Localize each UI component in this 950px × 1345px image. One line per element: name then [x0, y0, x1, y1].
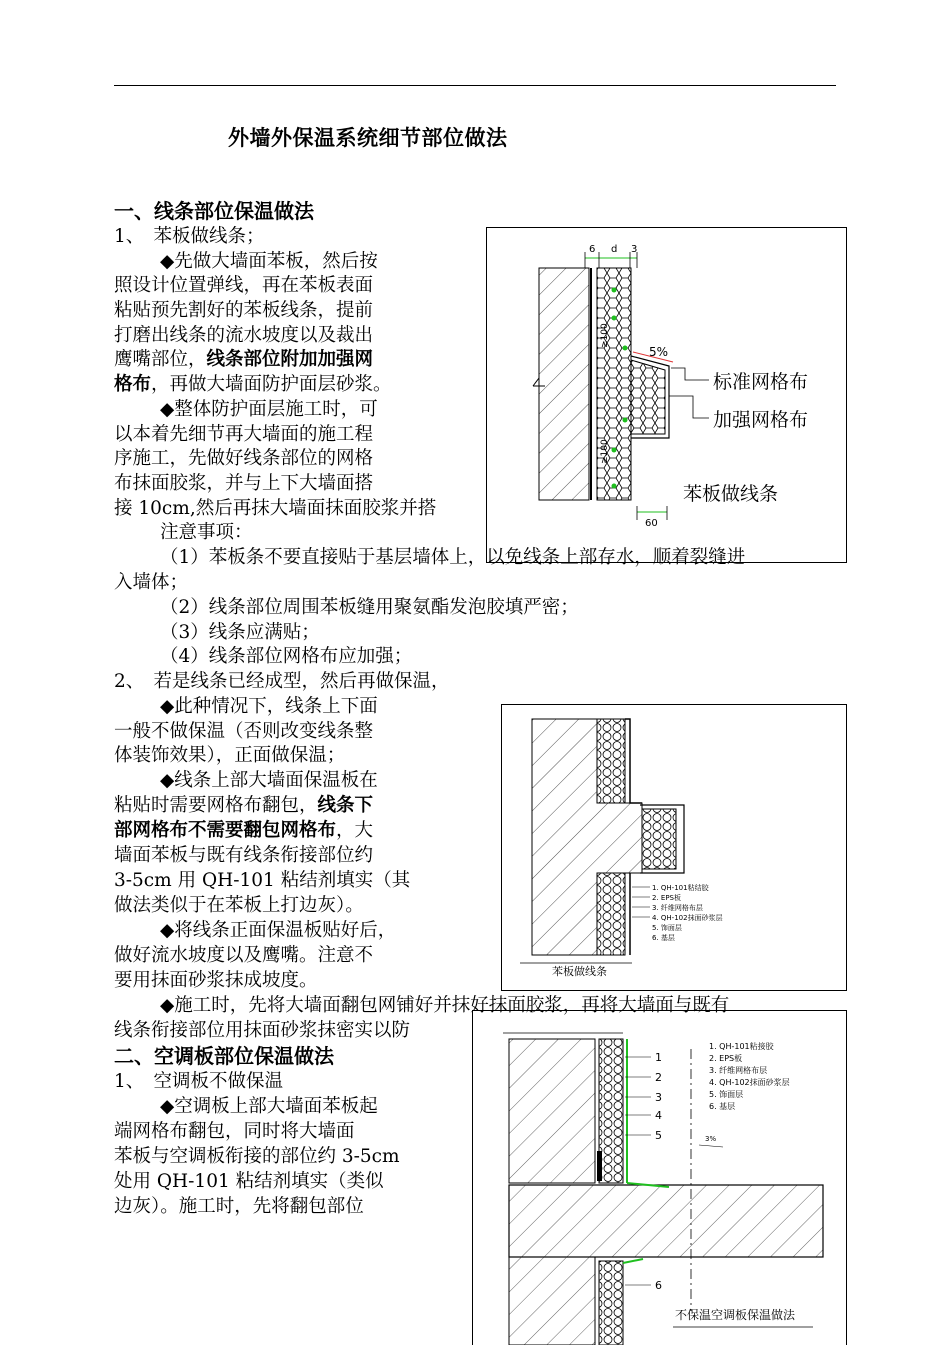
s1-p4-l6: 做法类似于在苯板上打边灰）。	[114, 895, 364, 916]
s1-p1-l6a: 格布	[114, 374, 152, 395]
s1-p5-l2: 做好流水坡度以及鹰嘴。注意不	[114, 945, 374, 966]
figure-ac-slab	[472, 1010, 847, 1345]
fig3-legend-1: 1. QH-101粘接胶	[709, 1042, 774, 1051]
s1-p4-l5: 3-5cm 用 QH-101 粘结剂填实（其	[114, 870, 411, 891]
callout-2: 2	[655, 1071, 662, 1084]
base-wall	[539, 268, 589, 500]
s1-p2-l3: 序施工，先做好线条部位的网格	[114, 448, 374, 469]
s1-p2-l2: 以本着先细节再大墙面的施工程	[114, 424, 374, 445]
wall-upper	[509, 1039, 595, 1183]
s1-p1-l5b: 线条部位附加加强网	[206, 349, 374, 370]
fig2-legend-5: 5. 饰面层	[652, 924, 682, 932]
fig3-legend-5: 5. 饰面层	[709, 1090, 744, 1099]
ac-slab	[509, 1185, 823, 1257]
s2-p1-l2: 端网格布翻包，同时将大墙面	[114, 1121, 355, 1142]
s1-p1-l3: 粘贴预先割好的苯板线条，提前	[114, 300, 374, 321]
caption-foam-moulding: 苯板做线条	[683, 483, 779, 505]
note3: （3）线条应满贴；	[160, 622, 320, 643]
section1-heading: 一、线条部位保温做法	[114, 199, 314, 223]
page-title: 外墙外保温系统细节部位做法	[228, 125, 508, 150]
callout-1: 1	[655, 1051, 662, 1064]
s1-p1-l2: 照设计位置弹线，再在苯板表面	[114, 275, 374, 296]
note2: （2）线条部位周围苯板缝用聚氨酯发泡胶填严密；	[160, 597, 579, 618]
s1-p1-l5a: 鹰嘴部位，	[114, 349, 207, 370]
s1-p1-l4: 打磨出线条的流水坡度以及裁出	[114, 325, 374, 346]
label-reinforce-mesh: 加强网格布	[713, 409, 809, 431]
s2-p1-l1: ◆空调板上部大墙面苯板起	[160, 1096, 378, 1117]
fig2-caption: 苯板做线条	[552, 965, 607, 978]
s1-p4-l1: ◆线条上部大墙面保温板在	[160, 770, 378, 791]
fig2-legend-1: 1. QH-101粘结胶	[652, 884, 709, 892]
callout-5: 5	[655, 1129, 662, 1142]
eps-lower	[597, 873, 625, 955]
figure-foam-moulding-drawing	[487, 228, 846, 562]
s1-p4-l3b: ，大	[336, 820, 374, 841]
s1-p1-l6	[114, 373, 392, 397]
s1-p1-l5	[114, 348, 373, 372]
header-rule	[114, 85, 836, 86]
fig3-legend-6: 6. 基层	[709, 1102, 736, 1111]
dim-6: 6	[589, 244, 596, 255]
callout-6: 6	[655, 1279, 662, 1292]
s1-p4-l2a: 粘贴时需要网格布翻包，	[114, 795, 318, 816]
figure-existing-moulding-drawing	[502, 705, 846, 990]
s2-p1-l3: 苯板与空调板衔接的部位约 3-5cm	[114, 1146, 400, 1167]
s2-p1-l4: 处用 QH-101 粘结剂填实（类似	[114, 1171, 384, 1192]
s1-p4-l3a: 部网格布不需要翻包网格布	[114, 820, 337, 841]
note4: （4）线条部位网格布应加强；	[160, 646, 413, 667]
foam-moulding	[631, 360, 665, 434]
wall-lower	[509, 1257, 595, 1345]
eps-front	[642, 809, 676, 869]
fig3-slope: 3%	[705, 1135, 717, 1143]
fig3-legend-2: 2. EPS板	[709, 1054, 743, 1063]
section1-item2: 2、 若是线条已经成型，然后再做保温，	[114, 671, 450, 692]
s1-p4-l2	[114, 794, 373, 818]
s1-p3-l1: ◆此种情况下，线条上下面	[160, 696, 378, 717]
dim-100-upper: ≥100	[600, 323, 610, 348]
s1-p3-l3: 体装饰效果），正面做保温；	[114, 745, 346, 766]
fig2-legend-6: 6. 基层	[652, 934, 675, 942]
eps-upper	[597, 719, 625, 803]
fig2-legend-3: 3. 纤维网格布层	[652, 904, 703, 912]
s1-p4-l4: 墙面苯板与既有线条衔接部位约	[114, 845, 374, 866]
notes-label: 注意事项：	[160, 522, 253, 543]
s1-p6-l1: ◆施工时，先将大墙面翻包网铺好并抹好抹面胶浆，再将大墙面与既有	[160, 995, 730, 1016]
s1-p5-l1: ◆将线条正面保温板贴好后，	[160, 920, 397, 941]
dim-100-lower: ≥100	[600, 439, 610, 464]
fig3-legend-3: 3. 纤维网格布层	[709, 1066, 768, 1075]
s1-p3-l2: 一般不做保温（否则改变线条整	[114, 721, 374, 742]
callout-4: 4	[655, 1109, 662, 1122]
s1-p2-l5: 接 10cm,然后再抹大墙面抹面胶浆并搭	[114, 498, 437, 519]
fig2-legend-4: 4. QH-102抹面砂浆层	[652, 914, 723, 922]
note1b: 入墙体；	[114, 572, 189, 593]
dim-d: d	[611, 244, 618, 255]
s1-p1-l1: ◆先做大墙面苯板，然后按	[160, 251, 378, 272]
s1-p4-l2b: 线条下	[317, 795, 374, 816]
s1-p6-l2: 线条衔接部位用抹面砂浆抹密实以防	[114, 1020, 411, 1041]
s1-p2-l4: 布抹面胶浆，并与上下大墙面搭	[114, 473, 374, 494]
s1-p1-l6b: ，再做大墙面防护面层砂浆。	[151, 374, 392, 395]
section2-item1: 1、 空调板不做保温	[114, 1071, 284, 1092]
s1-p4-l3	[114, 819, 373, 843]
fig3-legend-4: 4. QH-102抹面砂浆层	[709, 1078, 790, 1087]
s1-p2-l1: ◆整体防护面层施工时，可	[160, 399, 378, 420]
s2-p1-l5: 边灰）。施工时，先将翻包部位	[114, 1196, 364, 1217]
dim-3: 3	[631, 244, 638, 255]
callout-3: 3	[655, 1091, 662, 1104]
figure-foam-moulding	[486, 227, 847, 563]
note1a: （1）苯板条不要直接贴于基层墙体上，以免线条上部存水，顺着裂缝进	[160, 547, 746, 568]
figure-ac-slab-drawing	[473, 1011, 846, 1345]
s1-p5-l3: 要用抹面砂浆抹成坡度。	[114, 970, 318, 991]
figure-existing-moulding	[501, 704, 847, 991]
eps-upper	[599, 1039, 623, 1183]
section1-item1: 1、 苯板做线条；	[114, 226, 265, 247]
fig2-legend-2: 2. EPS板	[652, 894, 681, 902]
section2-heading: 二、空调板部位保温做法	[114, 1044, 334, 1068]
eps-board	[597, 268, 631, 500]
eps-lower	[599, 1261, 623, 1345]
fig3-caption: 不保温空调板保温做法	[675, 1308, 796, 1322]
dim-60: 60	[645, 518, 658, 529]
slope-label: 5%	[649, 345, 669, 359]
label-standard-mesh: 标准网格布	[713, 371, 809, 393]
